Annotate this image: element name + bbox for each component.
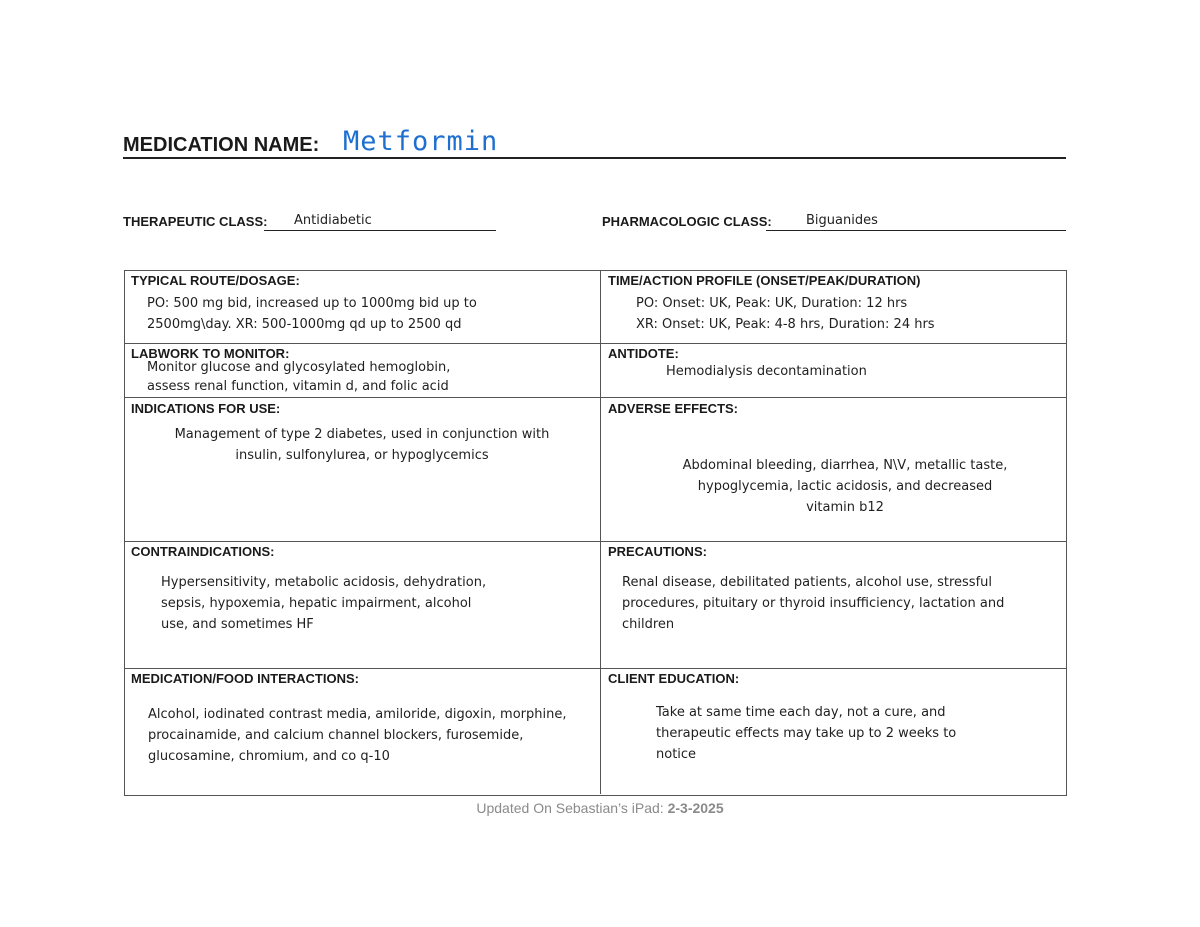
text-line: use, and sometimes HF — [161, 617, 314, 632]
time-action-text — [636, 293, 935, 335]
text-line: hypoglycemia, lactic acidosis, and decreased — [697, 479, 993, 494]
footer-date: 2-3-2025 — [667, 800, 724, 816]
text-line: procainamide, and calcium channel blockers, furosemide, — [148, 728, 524, 743]
text-line: Take at same time each day, not a cure, and — [656, 705, 946, 720]
interactions-text — [148, 704, 567, 767]
client-education-label: CLIENT EDUCATION: — [608, 671, 740, 686]
client-education-text — [656, 702, 956, 765]
therapeutic-class-value: Antidiabetic — [294, 213, 372, 228]
footer-prefix: Updated On Sebastian’s iPad: — [476, 800, 668, 816]
text-line: insulin, sulfonylurea, or hypoglycemics — [235, 448, 489, 463]
pharmacologic-class-value: Biguanides — [806, 213, 878, 228]
text-line: PO: 500 mg bid, increased up to 1000mg bid up to — [147, 296, 477, 311]
medication-name-value: Metformin — [343, 126, 499, 157]
grid-column-divider — [600, 270, 601, 794]
pharmacologic-class-label: PHARMACOLOGIC CLASS: — [602, 214, 772, 229]
antidote-label: ANTIDOTE: — [608, 346, 679, 361]
grid-row-divider — [124, 343, 1066, 344]
contraindications-label: CONTRAINDICATIONS: — [131, 544, 275, 559]
route-dosage-label: TYPICAL ROUTE/DOSAGE: — [131, 273, 300, 288]
time-action-label: TIME/ACTION PROFILE (ONSET/PEAK/DURATION) — [608, 273, 921, 288]
text-line: glucosamine, chromium, and co q-10 — [148, 749, 390, 764]
antidote-text — [666, 361, 867, 382]
text-line: vitamin b12 — [806, 500, 884, 515]
medication-name-underline — [123, 157, 1066, 159]
precautions-label: PRECAUTIONS: — [608, 544, 707, 559]
grid-row-divider — [124, 668, 1066, 669]
text-line: children — [622, 617, 675, 632]
grid-row-divider — [124, 397, 1066, 398]
therapeutic-class-label: THERAPEUTIC CLASS: — [123, 214, 268, 229]
text-line: therapeutic effects may take up to 2 weeks to — [656, 726, 957, 741]
text-line: Monitor glucose and glycosylated hemoglobin, — [147, 360, 451, 375]
text-line: Renal disease, debilitated patients, alcohol use, stressful — [622, 575, 993, 590]
text-line: sepsis, hypoxemia, hepatic impairment, alcohol — [161, 596, 472, 611]
text-line: Abdominal bleeding, diarrhea, N\V, metallic taste, — [682, 458, 1008, 473]
text-line: PO: Onset: UK, Peak: UK, Duration: 12 hrs — [636, 296, 908, 311]
medication-name-label: MEDICATION NAME: — [123, 134, 320, 156]
text-line: 2500mg\day. XR: 500-1000mg qd up to 2500 qd — [147, 317, 462, 332]
text-line: Hemodialysis decontamination — [666, 364, 867, 379]
text-line: Alcohol, iodinated contrast media, amiloride, digoxin, morphine, — [148, 707, 567, 722]
labwork-text — [147, 358, 450, 396]
text-line: XR: Onset: UK, Peak: 4-8 hrs, Duration: 24 hrs — [636, 317, 935, 332]
adverse-effects-label: ADVERSE EFFECTS: — [608, 401, 739, 416]
grid-row-divider — [124, 541, 1066, 542]
text-line: Management of type 2 diabetes, used in conjunction with — [174, 427, 550, 442]
footer-updated-note — [0, 800, 1200, 816]
precautions-text — [622, 572, 1004, 635]
indications-text — [124, 424, 600, 466]
text-line: assess renal function, vitamin d, and folic acid — [147, 379, 449, 394]
text-line: Hypersensitivity, metabolic acidosis, dehydration, — [161, 575, 487, 590]
interactions-label: MEDICATION/FOOD INTERACTIONS: — [131, 671, 359, 686]
text-line: procedures, pituitary or thyroid insufficiency, lactation and — [622, 596, 1005, 611]
adverse-effects-text — [640, 455, 1050, 518]
route-dosage-text — [147, 293, 477, 335]
indications-label: INDICATIONS FOR USE: — [131, 401, 281, 416]
contraindications-text — [161, 572, 486, 635]
labwork-label: LABWORK TO MONITOR: — [131, 346, 290, 361]
text-line: notice — [656, 747, 697, 762]
